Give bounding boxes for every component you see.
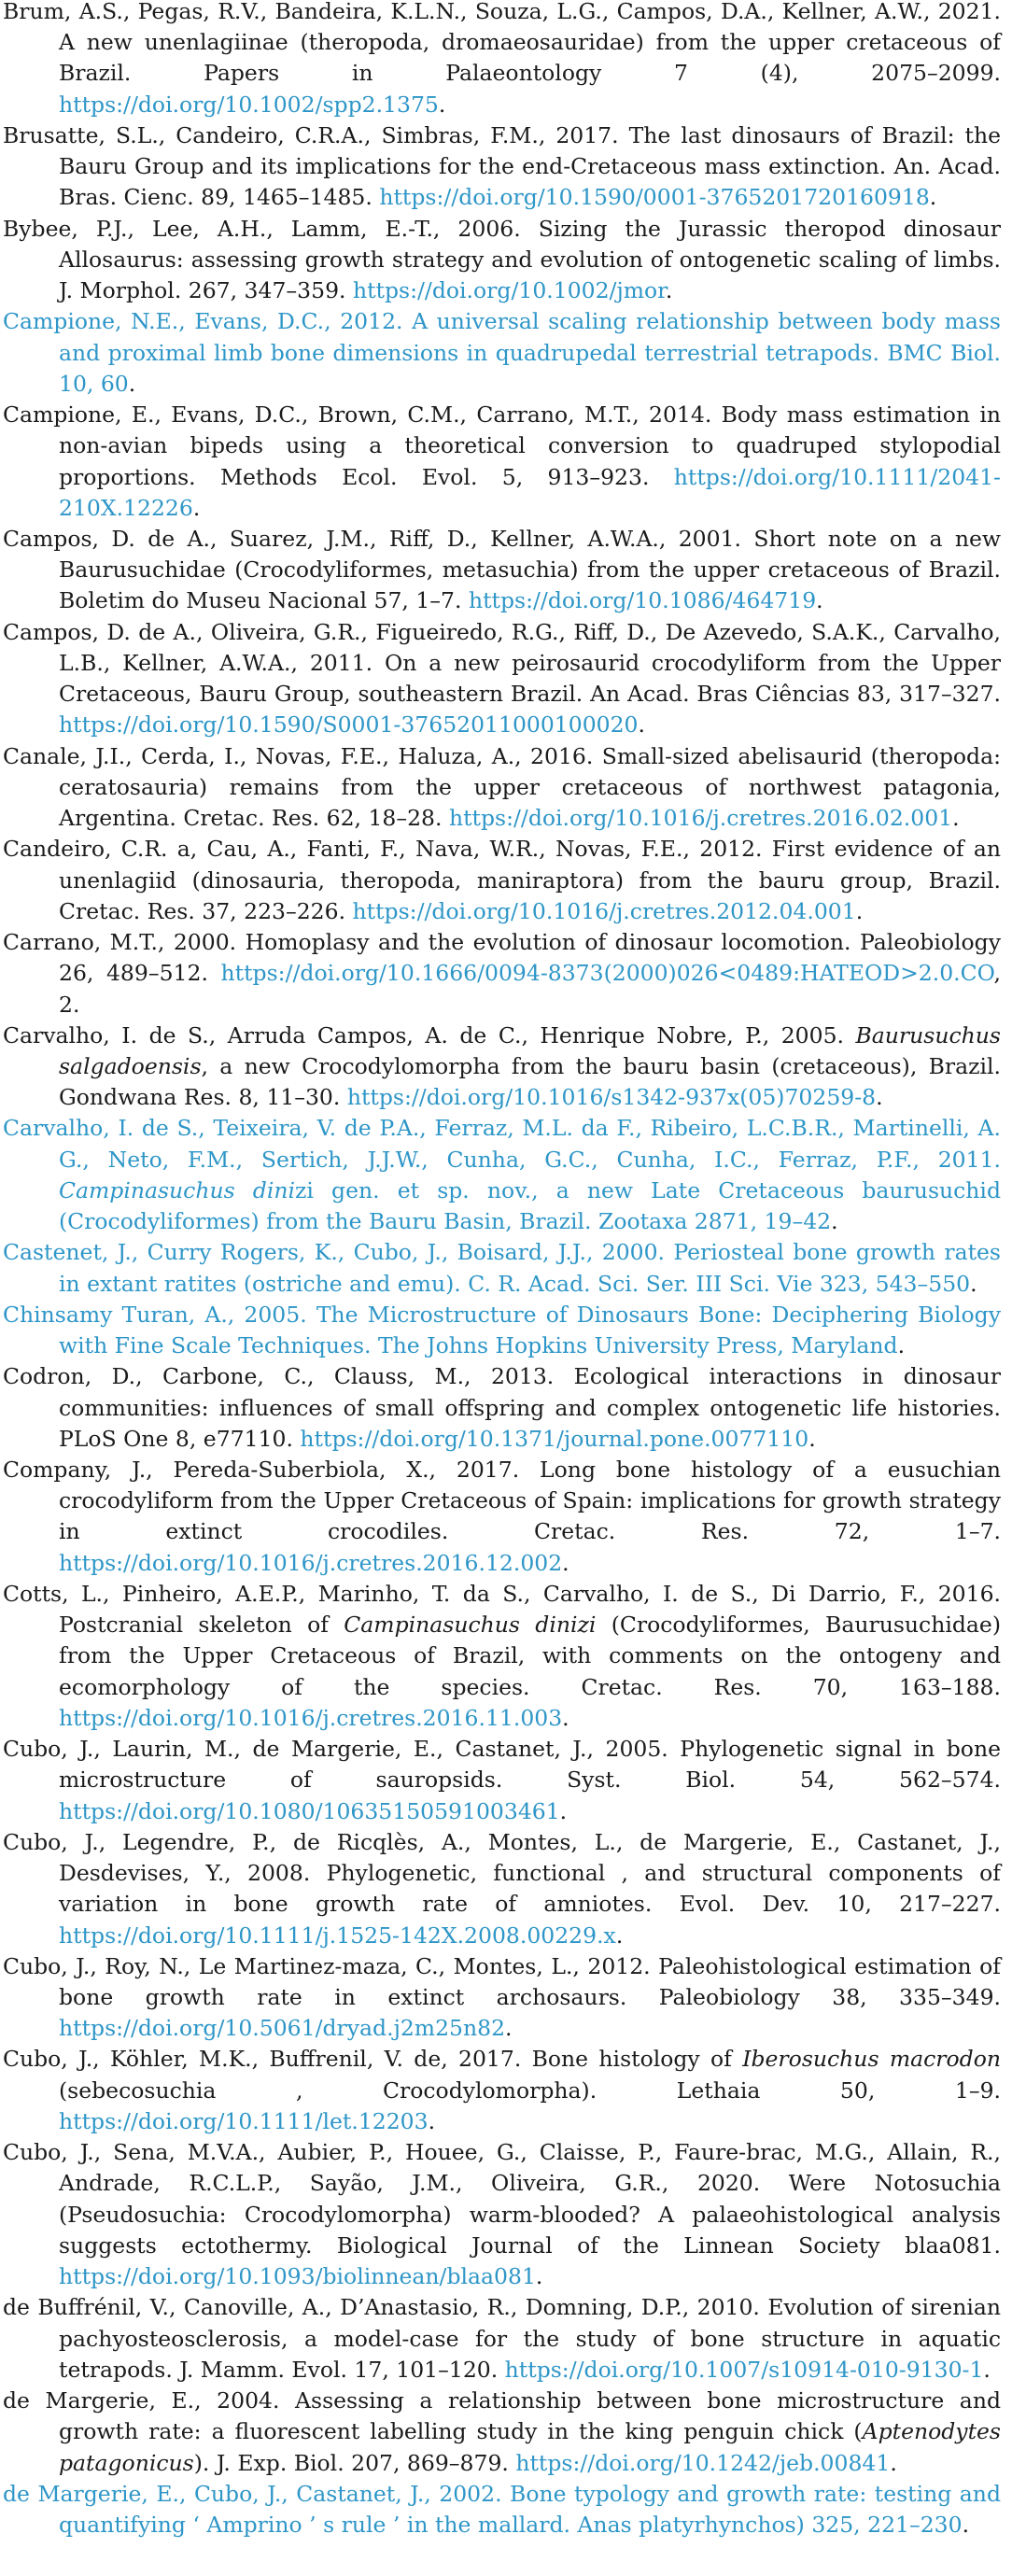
reference-entry [3, 2137, 1008, 2292]
reference-text: Cubo, J., Legendre, P., de Ricqlès, A., Montes, L., de Margerie, E., Castanet, J., Desdevises, Y., 2008. Phylogenetic, functional , and structural components of variation in bone growth rate of amniotes. Evol. Dev. 10, 217–227. [3, 1828, 1008, 1918]
doi-link[interactable]: https://doi.org/10.1002/spp2.1375 [59, 91, 439, 118]
reference-text: . [562, 1549, 569, 1576]
species-name: Campinasuchus dinizi [344, 1612, 597, 1639]
reference-text: Cubo, J., Sena, M.V.A., Aubier, P., Houee, G., Claisse, P., Faure-brac, M.G., Allain, R., Andrade, R.C.L.P., Sayão, J.M., Oliveira, G.R., 2020. Were Notosuchia (Pseudosuchia: Crocodylomorpha) warm-blooded? A palaeohistological analysis suggests ectothermy. Biological Journal of the Linnean Society blaa081. [3, 2139, 1008, 2259]
reference-entry [3, 617, 1008, 741]
reference-text: de Buffrénil, V., Canoville, A., D’Anastasio, R., Domning, D.P., 2010. Evolution of sirenian pachyosteosclerosis, a model-case for the study of bone structure in aquatic tetrapods. J. Mamm. Evol. 17, 101–120. [3, 2294, 1008, 2383]
reference-entry [3, 1361, 1008, 1455]
reference-text: , a new Crocodylomorpha from the bauru basin (cretaceous), Brazil. Gondwana Res. 8, 11–30. [59, 1052, 1008, 1111]
reference-entry [3, 0, 1008, 120]
reference-text: . [816, 587, 823, 614]
reference-text: . [855, 897, 864, 924]
reference-text: . [970, 1270, 977, 1297]
reference-text: Cubo, J., Köhler, M.K., Buffrenil, V. de, 2017. Bone histology of [3, 2046, 743, 2073]
reference-text: Cubo, J., Roy, N., Le Martinez-maza, C., Montes, L., 2012. Paleohistological estimation of bone growth rate in extinct archosaurs. Paleobiology 38, 335–349. [3, 1952, 1008, 2010]
reference-text: (Crocodyliformes, Baurusuchidae) from the Upper Cretaceous of Brazil, with comments on the ontogeny and ecomorphology of the species. Cretac. Res. 70, 163–188. [59, 1612, 1008, 1700]
reference-entry [3, 214, 1008, 307]
doi-link[interactable]: https://doi.org/10.1086/464719 [468, 587, 817, 614]
doi-link[interactable]: https://doi.org/10.1016/j.cretres.2016.11.003 [59, 1704, 563, 1731]
reference-text: . [128, 370, 136, 397]
reference-text: . [505, 2015, 513, 2042]
reference-text: Carrano, M.T., 2000. Homoplasy and the evolution of dinosaur locomotion. Paleobiology 26, 489–512. [3, 929, 1008, 987]
reference-entry [3, 1579, 1008, 1734]
reference-entry [3, 741, 1008, 835]
doi-link[interactable]: https://doi.org/10.1016/s1342-937x(05)70259-8 [346, 1084, 877, 1111]
reference-text: . [562, 1704, 569, 1731]
reference-text: . [952, 805, 960, 832]
doi-link[interactable]: https://doi.org/10.1590/0001-3765201720160918 [379, 184, 930, 211]
reference-text: Canale, J.I., Cerda, I., Novas, F.E., Haluza, A., 2016. Small-sized abelisaurid (theropoda: ceratosauria) remains from the upper cretaceous of northwest patagonia, Argentina. Cretac. Res. 62, 18–28. [3, 742, 1008, 832]
reference-entry [3, 1237, 1008, 1299]
doi-link[interactable]: https://doi.org/10.1016/j.cretres.2016.12.002 [59, 1549, 563, 1576]
reference-link[interactable]: Campinasuchus dini [59, 1176, 296, 1204]
reference-entry [3, 1300, 1008, 1361]
doi-link[interactable]: https://doi.org/10.1111/2041-210X.12226 [59, 463, 1001, 521]
reference-text: . [665, 277, 673, 304]
reference-text: . [638, 711, 645, 739]
reference-text: Campos, D. de A., Suarez, J.M., Riff, D., Kellner, A.W.A., 2001. Short note on a new Baurusuchidae (Crocodyliformes, metasuchia) from the upper cretaceous of Brazil. Boletim do Museu Nacional 57, 1–7. [3, 525, 1008, 614]
reference-text: . [428, 2107, 436, 2134]
reference-entry [3, 927, 1008, 1021]
doi-link[interactable]: https://doi.org/10.1007/s10914-010-9130-1 [504, 2356, 984, 2383]
reference-text: . [831, 1208, 838, 1235]
reference-text: . [897, 1332, 906, 1359]
reference-text: Candeiro, C.R. a, Cau, A., Fanti, F., Nava, W.R., Novas, F.E., 2012. First evidence of an unenlagiid (dinosauria, theropoda, maniraptora) from the bauru group, Brazil. Cretac. Res. 37, 223–226. [3, 836, 1008, 924]
reference-text: . [615, 1921, 624, 1949]
reference-entry [3, 2386, 1008, 2479]
doi-link[interactable]: https://doi.org/10.1080/10635150591003461 [59, 1797, 560, 1824]
doi-link[interactable]: https://doi.org/10.1111/let.12203 [59, 2107, 429, 2134]
reference-list [3, 0, 1008, 2541]
reference-text: . [962, 2511, 970, 2538]
reference-entry [3, 524, 1008, 617]
reference-text: Brusatte, S.L., Candeiro, C.R.A., Simbras, F.M., 2017. The last dinosaurs of Brazil: the Bauru Group and its implications for the end-Cretaceous mass extinction. An. Acad. Bras. Cienc. 89, 1465–1485. [3, 121, 1008, 211]
reference-entry [3, 306, 1008, 400]
reference-text: . [559, 1797, 568, 1824]
reference-text: Company, J., Pereda-Suberbiola, X., 2017. Long bone histology of a eusuchian crocodyliform from the Upper Cretaceous of Spain: implications for growth strategy in extinct crocodiles. Cretac. Res. 72, 1–7. [3, 1457, 1008, 1545]
reference-text: (sebecosuchia , Crocodylomorpha). Lethaia 50, 1–9. [59, 2046, 1008, 2104]
reference-text: Bybee, P.J., Lee, A.H., Lamm, E.-T., 2006. Sizing the Jurassic theropod dinosaur Allosaurus: assessing growth strategy and evolution of ontogenetic scaling of limbs. J. Morphol. 267, 347–359. [3, 215, 1008, 304]
doi-link[interactable]: https://doi.org/10.1016/j.cretres.2016.02.001 [448, 805, 953, 832]
reference-link[interactable]: de Margerie, E., Cubo, J., Castanet, J., 2002. Bone typology and growth rate: testing and quantifying ‘ Amprino ’ s rule ’ in the mallard. Anas platyrhynchos) 325, 221–230 [3, 2480, 1008, 2538]
doi-link[interactable]: https://doi.org/10.1371/journal.pone.0077110 [300, 1425, 809, 1452]
reference-text: . [876, 1084, 883, 1111]
reference-text: de Margerie, E., 2004. Assessing a relationship between bone microstructure and growth rate: a fluorescent labelling study in the king penguin chick ( [3, 2387, 1008, 2445]
reference-entry [3, 1951, 1008, 2045]
doi-link[interactable]: https://doi.org/10.1016/j.cretres.2012.04.001 [352, 897, 856, 924]
doi-link[interactable]: https://doi.org/10.1111/j.1525-142X.2008.00229.x [59, 1921, 616, 1949]
reference-text: . [438, 91, 446, 118]
reference-entry [3, 1113, 1008, 1237]
reference-entry [3, 834, 1008, 927]
reference-text: Brum, A.S., Pegas, R.V., Bandeira, K.L.N., Souza, L.G., Campos, D.A., Kellner, A.W., 2021. A new unenlagiinae (theropoda, dromaeosauridae) from the upper cretaceous of Brazil. Papers in Palaeontology 7 (4), 2075–2099. [3, 0, 1008, 87]
doi-link[interactable]: https://doi.org/10.5061/dryad.j2m25n82 [59, 2015, 506, 2042]
reference-entry [3, 1021, 1008, 1114]
reference-text: . [983, 2356, 991, 2383]
doi-link[interactable]: https://doi.org/10.1666/0094-8373(2000)026<0489:HATEOD>2.0.CO [220, 960, 994, 987]
reference-text: ). J. Exp. Biol. 207, 869–879. [193, 2449, 516, 2476]
doi-link[interactable]: https://doi.org/10.1242/jeb.00841 [515, 2449, 891, 2476]
reference-text: Campione, E., Evans, D.C., Brown, C.M., Carrano, M.T., 2014. Body mass estimation in non-avian bipeds using a theoretical conversion to quadruped stylopodial proportions. Methods Ecol. Evol. 5, 913–923. [3, 401, 1008, 490]
reference-text: , 2. [59, 960, 1008, 1018]
reference-text: Carvalho, I. de S., Arruda Campos, A. de C., Henrique Nobre, P., 2005. [3, 1021, 856, 1049]
reference-text: . [929, 184, 937, 211]
reference-entry [3, 1734, 1008, 1827]
reference-entry [3, 1827, 1008, 1951]
reference-text: . [890, 2449, 897, 2476]
reference-entry [3, 120, 1008, 214]
doi-link[interactable]: https://doi.org/10.1590/S0001-37652011000100020 [59, 711, 639, 739]
doi-link[interactable]: https://doi.org/10.1002/jmor [352, 277, 666, 304]
reference-entry [3, 1455, 1008, 1579]
reference-entry [3, 2292, 1008, 2386]
reference-link[interactable]: zi gen. et sp. nov., a new Late Cretaceous baurusuchid (Crocodyliformes) from the Bauru Basin, Brazil. Zootaxa 2871, 19–42 [59, 1176, 1008, 1235]
reference-text: Cotts, L., Pinheiro, A.E.P., Marinho, T. da S., Carvalho, I. de S., Di Darrio, F., 2016. Postcranial skeleton of [3, 1580, 1008, 1639]
reference-link[interactable]: Castenet, J., Curry Rogers, K., Cubo, J., Boisard, J.J., 2000. Periosteal bone growth rates in extant ratites (ostriche and emu). C. R. Acad. Sci. Ser. III Sci. Vie 323, 543–550 [3, 1239, 1008, 1297]
species-name: Baurusuchus salgadoensis [59, 1021, 1008, 1079]
reference-text: . [192, 494, 201, 521]
species-name: Iberosuchus macrodon [742, 2046, 1001, 2073]
reference-text: . [808, 1425, 816, 1452]
reference-link[interactable]: Chinsamy Turan, A., 2005. The Microstructure of Dinosaurs Bone: Deciphering Biology with Fine Scale Techniques. The Johns Hopkins University Press, Maryland [3, 1301, 1008, 1359]
reference-text: Campos, D. de A., Oliveira, G.R., Figueiredo, R.G., Riff, D., De Azevedo, S.A.K., Carvalho, L.B., Kellner, A.W.A., 2011. On a new peirosaurid crocodyliform from the Upper Cretaceous, Bauru Group, southeastern Brazil. An Acad. Bras Ciências 83, 317–327. [3, 618, 1008, 708]
reference-entry [3, 2044, 1008, 2137]
reference-link[interactable]: Campione, N.E., Evans, D.C., 2012. A universal scaling relationship between body mass and proximal limb bone dimensions in quadrupedal terrestrial tetrapods. BMC Biol. 10, 60 [3, 308, 1008, 397]
reference-text: Codron, D., Carbone, C., Clauss, M., 2013. Ecological interactions in dinosaur communities: influences of small offspring and complex ontogenetic life histories. PLoS One 8, e77110. [3, 1363, 1008, 1452]
reference-entry [3, 2479, 1008, 2541]
species-name: Aptenodytes patagonicus [59, 2418, 1008, 2476]
reference-link[interactable]: Carvalho, I. de S., Teixeira, V. de P.A., Ferraz, M.L. da F., Ribeiro, L.C.B.R., Martinelli, A. G., Neto, F.M., Sertich, J.J.W., Cunha, G.C., Cunha, I.C., Ferraz, P.F., 2011. [3, 1115, 1008, 1173]
reference-entry [3, 400, 1008, 524]
reference-text: . [535, 2263, 543, 2290]
reference-text: Cubo, J., Laurin, M., de Margerie, E., Castanet, J., 2005. Phylogenetic signal in bone microstructure of sauropsids. Syst. Biol. 54, 562–574. [3, 1736, 1008, 1794]
doi-link[interactable]: https://doi.org/10.1093/biolinnean/blaa081 [59, 2263, 536, 2290]
